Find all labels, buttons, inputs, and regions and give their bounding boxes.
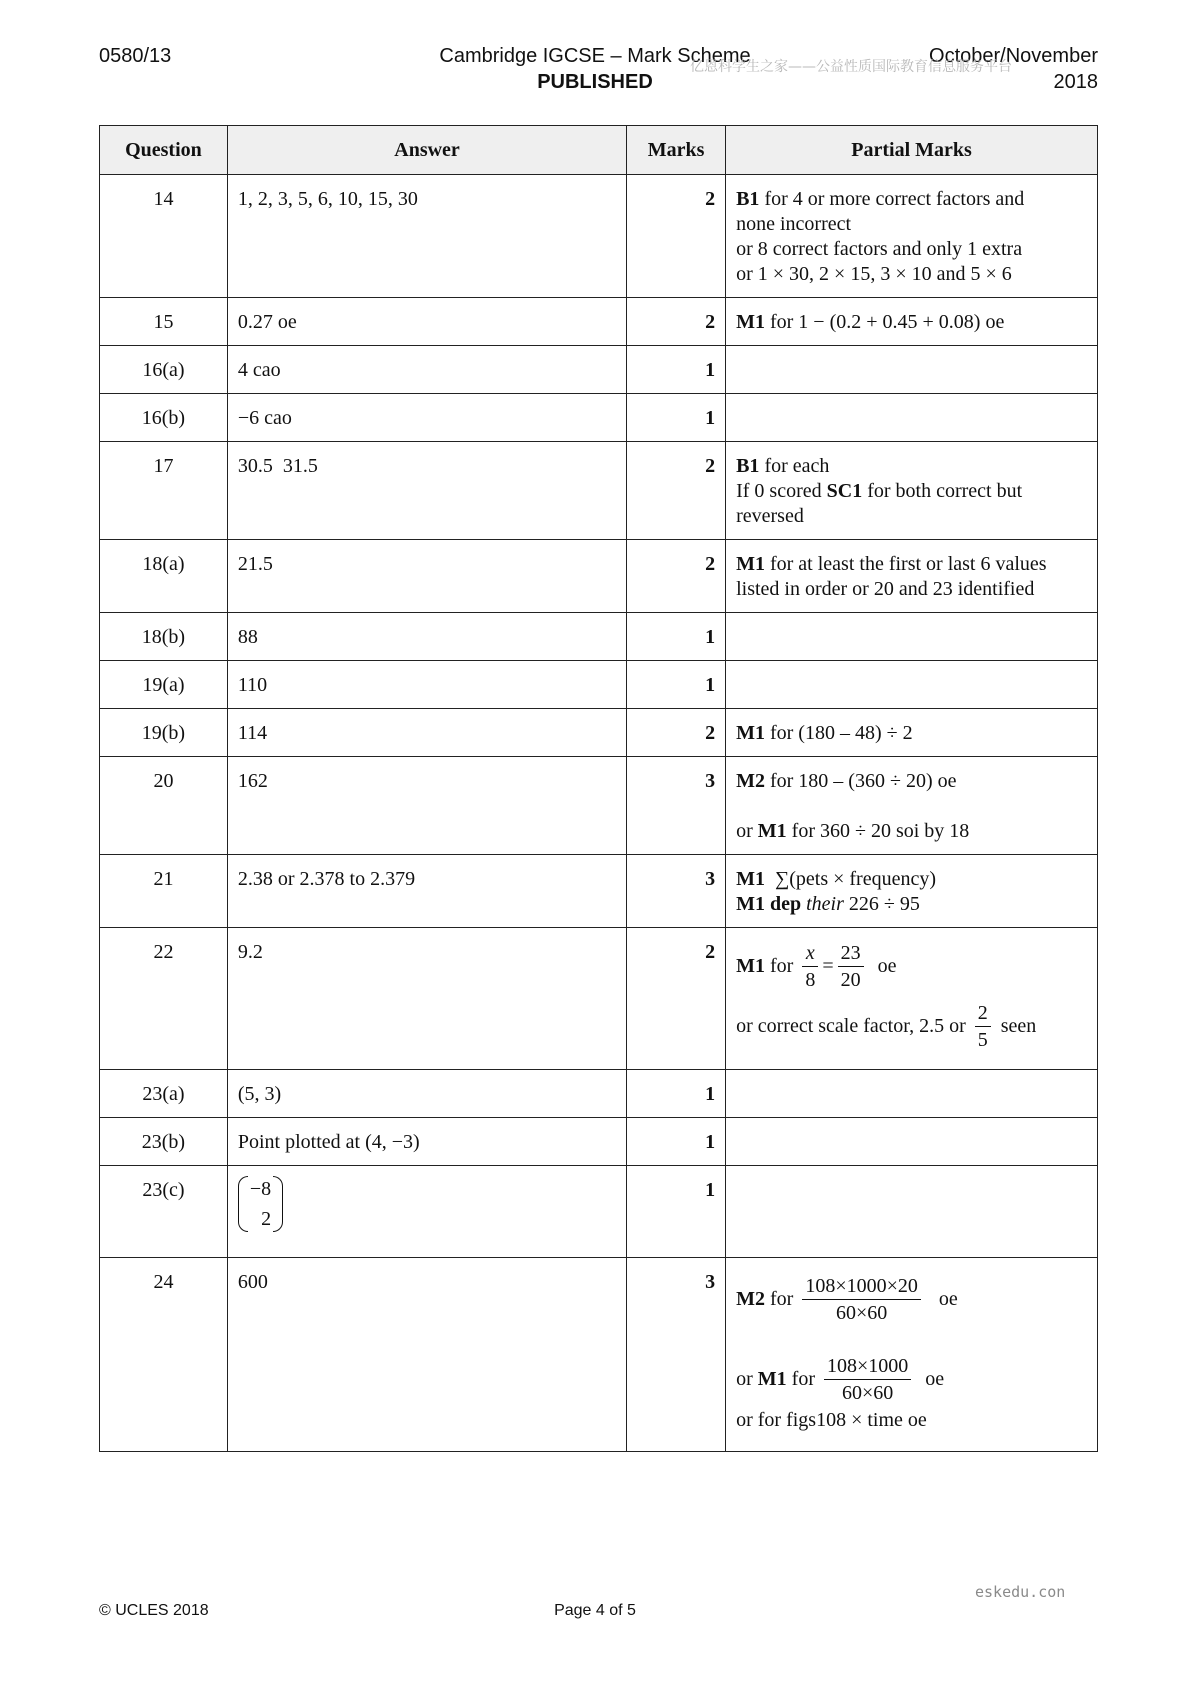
- answer: 0.27 oe: [227, 298, 626, 346]
- pm-text: oe: [925, 1367, 945, 1390]
- table-row: [100, 1118, 1098, 1166]
- marks: 1: [627, 613, 726, 661]
- pm-text: or correct scale factor, 2.5 or: [736, 1014, 971, 1037]
- mark-code: M2: [736, 770, 765, 792]
- table-header-row: [100, 126, 1098, 175]
- site-watermark: eskedu.con: [975, 1583, 1066, 1601]
- mark-code: M1: [736, 311, 765, 333]
- fraction-denominator: 60×60: [835, 1301, 888, 1324]
- marks: 2: [627, 928, 726, 1070]
- answer: 114: [227, 709, 626, 757]
- answer: 30.5 31.5: [227, 442, 626, 540]
- fraction: [838, 940, 864, 993]
- vector-component: −8: [249, 1178, 272, 1200]
- partial-marks: [726, 442, 1098, 540]
- answer: Point plotted at (4, −3): [227, 1118, 626, 1166]
- col-header-partial-marks: Partial Marks: [726, 126, 1098, 175]
- equals-sign: =: [822, 954, 834, 977]
- table-row: [100, 1258, 1098, 1452]
- paper-code: 0580/13: [99, 45, 172, 67]
- marks: 3: [627, 1258, 726, 1452]
- pm-text: ∑(pets × frequency): [764, 868, 937, 890]
- table-row: [100, 346, 1098, 394]
- answer: (5, 3): [227, 1070, 626, 1118]
- marks: 1: [627, 1166, 726, 1258]
- partial-marks: [726, 175, 1098, 298]
- mark-code: M1: [736, 868, 765, 890]
- pm-text: for 1 − (0.2 + 0.45 + 0.08) oe: [764, 311, 1005, 333]
- pm-text: for at least the first or last 6 values: [764, 553, 1047, 575]
- pm-text: oe: [877, 954, 897, 977]
- copyright: © UCLES 2018: [99, 1602, 209, 1619]
- marks: 1: [627, 661, 726, 709]
- fraction-denominator: 20: [840, 968, 861, 991]
- table-row: [100, 855, 1098, 928]
- marks: 1: [627, 1070, 726, 1118]
- answer: −6 cao: [227, 394, 626, 442]
- page-number: Page 4 of 5: [554, 1602, 636, 1619]
- question-number: 21: [100, 855, 228, 928]
- pm-text: for 180 – (360 ÷ 20) oe: [764, 770, 957, 792]
- question-number: 22: [100, 928, 228, 1070]
- mark-scheme-table: [99, 125, 1098, 1452]
- partial-marks: [726, 540, 1098, 613]
- fraction-numerator: 2: [975, 1000, 991, 1027]
- fraction: [975, 1000, 991, 1053]
- marks: 2: [627, 442, 726, 540]
- table-row: [100, 394, 1098, 442]
- mark-code: M2: [736, 1287, 765, 1310]
- pm-text: or 8 correct factors and only 1 extra: [736, 238, 1023, 260]
- partial-marks: [726, 1070, 1098, 1118]
- pm-text: for 360 ÷ 20 soi by 18: [786, 820, 970, 842]
- question-number: 14: [100, 175, 228, 298]
- table-row: [100, 757, 1098, 855]
- partial-marks: [726, 1166, 1098, 1258]
- question-number: 23(c): [100, 1166, 228, 1258]
- answer: 162: [227, 757, 626, 855]
- table-row: [100, 175, 1098, 298]
- table-row: [100, 661, 1098, 709]
- question-number: 17: [100, 442, 228, 540]
- marks: 2: [627, 175, 726, 298]
- table-row: [100, 1166, 1098, 1258]
- table-row: [100, 298, 1098, 346]
- fraction-numerator: 108×1000: [824, 1353, 911, 1380]
- mark-code: M1: [736, 954, 765, 977]
- marks: 3: [627, 757, 726, 855]
- table-row: [100, 709, 1098, 757]
- pm-text: listed in order or 20 and 23 identified: [736, 578, 1035, 600]
- mark-code: B1: [736, 188, 760, 210]
- pm-text: reversed: [736, 505, 804, 527]
- answer: 600: [227, 1258, 626, 1452]
- answer: 110: [227, 661, 626, 709]
- table-row: [100, 928, 1098, 1070]
- pm-text: for 4 or more correct factors and: [759, 188, 1025, 210]
- marks: 3: [627, 855, 726, 928]
- fraction: [802, 940, 818, 993]
- fraction-numerator: x: [802, 940, 818, 967]
- partial-marks: [726, 1118, 1098, 1166]
- col-header-answer: Answer: [227, 126, 626, 175]
- fraction-numerator: 108×1000×20: [802, 1273, 921, 1300]
- col-header-question: Question: [100, 126, 228, 175]
- marks: 2: [627, 298, 726, 346]
- pm-text: for each: [759, 455, 830, 477]
- pm-text: for: [764, 1287, 799, 1310]
- mark-code: M1: [736, 722, 765, 744]
- partial-marks: [726, 394, 1098, 442]
- table-row: [100, 1070, 1098, 1118]
- pm-text: seen: [1000, 1014, 1037, 1037]
- partial-marks: [726, 613, 1098, 661]
- question-number: 19(a): [100, 661, 228, 709]
- partial-marks: [726, 661, 1098, 709]
- mark-code: M1 dep: [736, 893, 802, 915]
- pm-text: oe: [938, 1287, 958, 1310]
- published-label: PUBLISHED: [537, 71, 653, 93]
- column-vector: [238, 1174, 283, 1234]
- marks: 1: [627, 346, 726, 394]
- partial-marks: [726, 709, 1098, 757]
- mark-code: M1: [757, 820, 787, 842]
- pm-text: or: [736, 820, 758, 842]
- pm-text: for (180 – 48) ÷ 2: [764, 722, 913, 744]
- question-number: 23(a): [100, 1070, 228, 1118]
- fraction: [802, 1273, 921, 1326]
- mark-code: B1: [736, 455, 760, 477]
- partial-marks: [726, 346, 1098, 394]
- answer: 21.5: [227, 540, 626, 613]
- answer: [227, 1166, 626, 1258]
- mark-code: SC1: [826, 480, 863, 502]
- answer: 1, 2, 3, 5, 6, 10, 15, 30: [227, 175, 626, 298]
- marks: 2: [627, 540, 726, 613]
- pm-text: for: [764, 954, 799, 977]
- pm-text: for: [786, 1367, 820, 1390]
- partial-marks: [726, 855, 1098, 928]
- fraction-denominator: 8: [805, 968, 816, 991]
- exam-year: 2018: [1053, 71, 1098, 93]
- mark-code: M1: [736, 553, 765, 575]
- table-row: [100, 442, 1098, 540]
- fraction-denominator: 60×60: [841, 1381, 894, 1404]
- marks: 1: [627, 394, 726, 442]
- col-header-marks: Marks: [627, 126, 726, 175]
- document-title: Cambridge IGCSE – Mark Scheme: [439, 45, 751, 67]
- question-number: 23(b): [100, 1118, 228, 1166]
- pm-text: If 0 scored: [736, 480, 827, 502]
- left-bracket: [238, 1176, 248, 1232]
- mark-code: M1: [757, 1367, 787, 1390]
- partial-marks: [726, 298, 1098, 346]
- question-number: 18(a): [100, 540, 228, 613]
- answer: 88: [227, 613, 626, 661]
- question-number: 19(b): [100, 709, 228, 757]
- pm-text: or 1 × 30, 2 × 15, 3 × 10 and 5 × 6: [736, 263, 1012, 285]
- vector-component: 2: [261, 1208, 272, 1230]
- pm-text: 226 ÷ 95: [843, 893, 920, 915]
- fraction-denominator: 5: [977, 1028, 988, 1051]
- pm-text: or for figs108 × time oe: [736, 1409, 927, 1431]
- question-number: 20: [100, 757, 228, 855]
- pm-text: none incorrect: [736, 213, 852, 235]
- question-number: 24: [100, 1258, 228, 1452]
- answer: 9.2: [227, 928, 626, 1070]
- marks: 1: [627, 1118, 726, 1166]
- partial-marks: [726, 1258, 1098, 1452]
- question-number: 16(b): [100, 394, 228, 442]
- answer: 2.38 or 2.378 to 2.379: [227, 855, 626, 928]
- partial-marks: [726, 757, 1098, 855]
- answer: 4 cao: [227, 346, 626, 394]
- table-row: [100, 613, 1098, 661]
- question-number: 18(b): [100, 613, 228, 661]
- pm-text-italic: their: [806, 893, 844, 915]
- right-bracket: [273, 1176, 283, 1232]
- marks: 2: [627, 709, 726, 757]
- pm-text: or: [736, 1367, 758, 1390]
- table-row: [100, 540, 1098, 613]
- partial-marks: [726, 928, 1098, 1070]
- pm-text: for both correct but: [862, 480, 1023, 502]
- exam-session: October/November: [929, 45, 1098, 67]
- question-number: 16(a): [100, 346, 228, 394]
- fraction: [824, 1353, 911, 1406]
- question-number: 15: [100, 298, 228, 346]
- watermark: 亿恩科学生之家——公益性质国际教育信息服务平台: [690, 59, 1012, 75]
- fraction-numerator: 23: [838, 940, 864, 967]
